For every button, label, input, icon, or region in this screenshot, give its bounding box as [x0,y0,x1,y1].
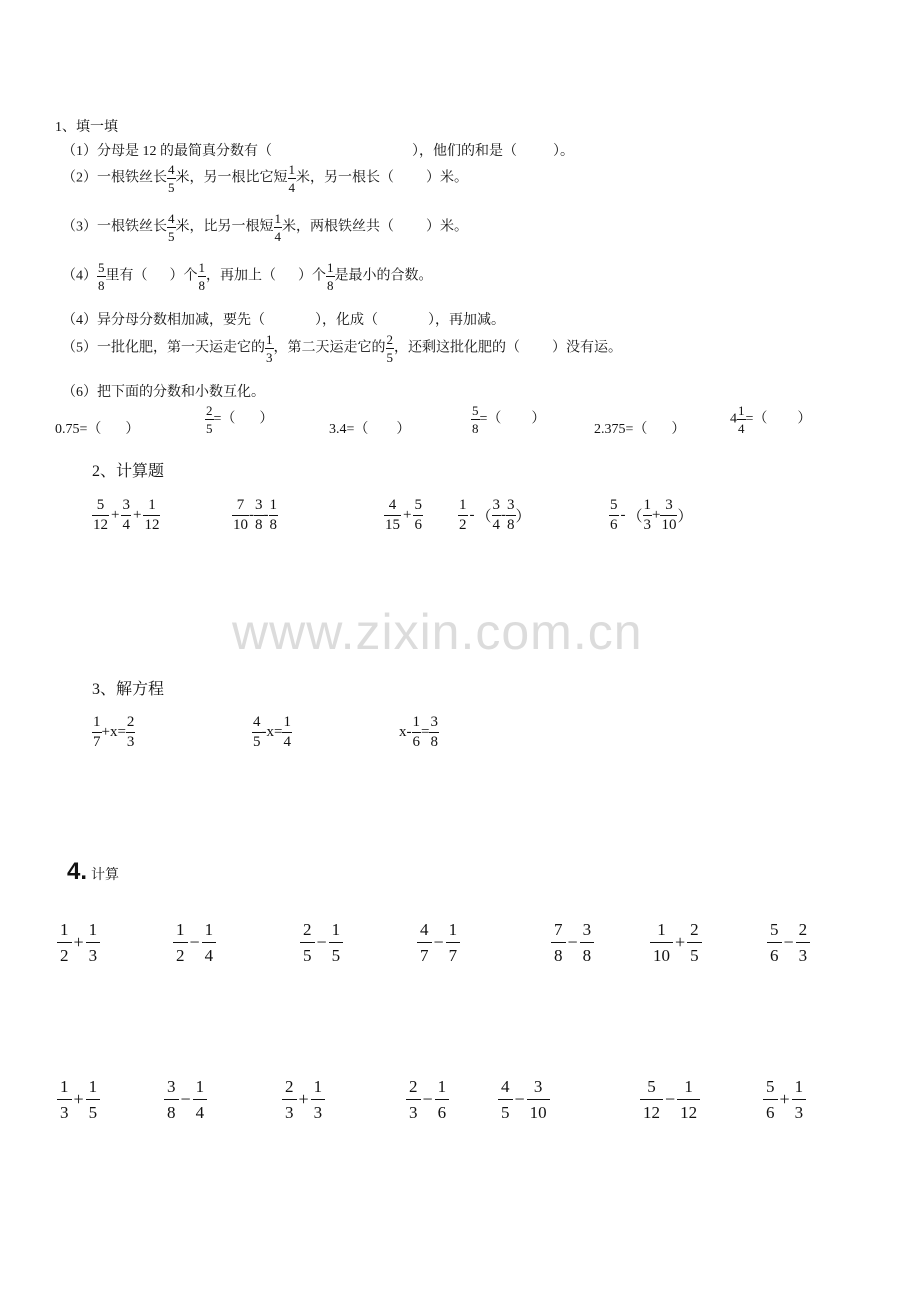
numerator: 2 [798,920,808,939]
fraction [386,333,395,364]
numerator: 2 [409,1077,418,1096]
denominator: 2 [173,942,188,964]
denominator: 8 [580,942,595,964]
denominator: 8 [327,278,334,293]
numerator: 1 [176,920,185,939]
operator: + [111,507,120,523]
row2-expression-2 [164,1078,207,1121]
denominator: 10 [233,517,248,533]
denominator: 3 [282,1099,297,1121]
row1-expression-3 [300,921,343,964]
numerator: 1 [738,403,745,418]
conv-item-2 [205,404,273,435]
fraction [737,404,746,435]
fraction [406,1078,421,1121]
numerator: 1 [60,1077,69,1096]
row1-expression-2 [173,921,216,964]
operator: + [675,932,686,952]
left-paren: （ [627,509,643,525]
question-4b [62,309,505,329]
equation-1 [92,715,135,750]
denominator: 4 [202,942,217,964]
operator: - [469,507,475,523]
q5-text-c: ，还剩这批化肥的（ [394,340,520,356]
numerator: 1 [643,497,652,513]
fraction [326,261,335,292]
numerator: 1 [657,920,666,939]
fraction [57,1078,72,1121]
calc-expression-1 [92,498,160,533]
fraction [609,498,619,533]
numerator: 3 [255,497,263,513]
fraction [300,921,315,964]
numerator: 5 [766,1077,775,1096]
operator: + [403,507,412,523]
numerator: 1 [794,1077,804,1096]
calc-expression-3 [384,498,423,533]
numerator: 4 [168,211,175,226]
fraction [274,212,283,243]
numerator: 1 [288,162,295,177]
numerator: 1 [313,1077,323,1096]
row1-expression-6 [650,921,702,964]
fraction [232,498,249,533]
fraction [413,498,423,533]
denominator: 5 [498,1099,513,1121]
row2-expression-3 [282,1078,325,1121]
numerator: 2 [285,1077,294,1096]
denominator: 5 [206,421,213,436]
denominator: 8 [551,942,566,964]
q5-text-a: （5）一批化肥，第一天运走它的 [62,340,265,356]
numerator: 1 [684,1077,693,1096]
denominator: 2 [57,942,72,964]
conv-close: ） [797,411,812,427]
conv-item-3 [329,418,410,438]
q5-text-d: ）没有运。 [552,340,622,356]
conv-close: ） [531,411,546,427]
question-3 [62,212,468,243]
numerator: 1 [60,920,69,939]
denominator: 6 [435,1099,450,1121]
fraction [202,921,217,964]
operator: − [433,932,444,952]
fraction [164,1078,179,1121]
fraction [329,921,344,964]
numerator: 1 [412,714,420,730]
equation-middle: = [421,724,430,740]
fraction [265,333,274,364]
denominator: 6 [414,517,422,533]
q3-text-a: （3）一根铁丝长 [62,219,167,235]
question-1 [62,140,574,160]
fraction [121,498,131,533]
watermark: www.zixin.com.cn [232,604,643,660]
section4-number: 4. [67,858,88,885]
numerator: 3 [122,497,130,513]
numerator: 4 [253,714,261,730]
denominator: 2 [459,517,467,533]
numerator: 1 [195,1077,205,1096]
fraction [126,715,136,750]
row1-expression-4 [417,921,460,964]
denominator: 12 [144,517,160,533]
fraction [527,1078,550,1121]
equation-prefix: x- [399,724,412,740]
numerator: 2 [690,920,699,939]
q4-text-d: ，再加上（ [206,268,276,284]
denominator: 4 [492,517,501,533]
row1-expression-5 [551,921,594,964]
fraction [97,261,106,292]
fraction [660,498,677,533]
numerator: 3 [533,1077,543,1096]
denominator: 8 [472,421,479,436]
operator: − [422,1089,433,1109]
q4b-text-a: （4）异分母分数相加减，要先（ [62,313,265,328]
numerator: 5 [472,403,479,418]
numerator: 1 [274,211,281,226]
operator: − [514,1089,525,1109]
denominator: 3 [311,1099,326,1121]
numerator: 3 [665,497,673,513]
q3-text-b: 米，比另一根短 [175,219,274,235]
q1-text-a: （1）分母是 12 的最简真分数有（ [62,144,272,159]
denominator: 3 [796,942,811,964]
q3-text-d: ）米。 [426,219,468,235]
denominator: 10 [661,517,677,533]
fraction [288,163,297,194]
q4-text-e: ）个 [298,268,326,284]
operator: - [501,507,507,523]
conv-close: ） [125,422,140,437]
section4-heading [67,858,119,886]
denominator: 6 [763,1099,778,1121]
conv-close: ） [259,411,274,427]
numerator: 5 [770,920,779,939]
numerator: 1 [448,920,458,939]
denominator: 4 [193,1099,208,1121]
fraction [252,715,262,750]
denominator: 7 [417,942,432,964]
section1-title: 1、填一填 [55,120,118,135]
q4b-text-c: ），再加减。 [428,313,505,328]
section3-title: 3、解方程 [92,681,165,698]
denominator: 8 [430,734,438,750]
fraction [506,498,516,533]
denominator: 6 [610,517,618,533]
numerator: 3 [430,714,438,730]
denominator: 3 [266,350,273,365]
numerator: 4 [501,1077,510,1096]
question-4 [62,261,433,292]
conv-eq: =（ [745,411,768,427]
fraction [254,498,264,533]
numerator: 1 [204,920,214,939]
conv-text: 2.375=（ [594,422,648,437]
numerator: 1 [148,497,156,513]
denominator: 7 [446,942,461,964]
numerator: 2 [126,714,135,730]
left-paren: （ [476,509,492,525]
fraction [282,1078,297,1121]
conv-close: ） [396,422,411,437]
denominator: 4 [274,229,281,244]
q4-text-f: 是最小的合数。 [334,268,433,284]
q2-text-c: 米，另一根长（ [296,170,394,186]
numerator: 1 [266,332,273,347]
denominator: 8 [164,1099,179,1121]
calc-expression-4 [458,498,531,533]
denominator: 5 [329,942,344,964]
q4b-text-b: ），化成（ [315,313,378,328]
fraction [643,498,653,533]
calc-expression-5 [609,498,693,533]
fraction [687,921,702,964]
fraction [86,921,101,964]
numerator: 3 [492,497,501,513]
row2-expression-4 [406,1078,449,1121]
conv-eq: =（ [479,411,502,427]
operator: - [249,507,254,523]
fraction [767,921,782,964]
denominator: 3 [57,1099,72,1121]
fraction [498,1078,513,1121]
fraction [143,498,160,533]
fraction [763,1078,778,1121]
q5-text-b: ，第二天运走它的 [273,340,386,356]
conv-item-4 [471,404,545,435]
question-6: （6）把下面的分数和小数互化。 [62,385,265,400]
conv-item-1 [55,418,139,438]
numerator: 5 [98,260,105,275]
operator: + [298,1089,309,1109]
q2-text-d: ）米。 [426,170,468,186]
equation-3 [399,715,439,750]
numerator: 2 [386,332,393,347]
numerator: 1 [269,497,277,513]
denominator: 15 [385,517,400,533]
fraction [167,163,176,194]
whole-number: 4 [730,411,737,427]
operator: + [73,1089,84,1109]
fraction [92,498,109,533]
q1-text-b: ），他们的和是（ [412,144,517,159]
denominator: 10 [650,942,673,964]
operator: − [783,932,794,952]
denominator: 8 [98,278,105,293]
question-2 [62,163,468,194]
fraction [650,921,673,964]
operator: − [180,1089,191,1109]
denominator: 8 [269,517,277,533]
numerator: 5 [610,497,618,513]
denominator: 6 [767,942,782,964]
denominator: 8 [507,517,515,533]
operator: + [652,507,661,523]
fraction [282,715,292,750]
numerator: 3 [507,497,515,513]
conv-item-5 [594,418,685,438]
q3-text-c: 米，两根铁丝共（ [282,219,394,235]
fraction [417,921,432,964]
operator: - [620,507,626,523]
right-paren: ） [677,509,693,525]
row1-expression-7 [767,921,810,964]
operator: + [132,507,142,523]
numerator: 4 [420,920,429,939]
numerator: 1 [88,1077,98,1096]
operator: − [665,1089,676,1109]
operator: - [263,507,269,523]
denominator: 10 [527,1099,550,1121]
denominator: 3 [406,1099,421,1121]
q4-text-a: （4） [62,268,97,284]
denominator: 5 [253,734,261,750]
equation-middle: +x= [101,724,126,740]
row1-expression-1 [57,921,100,964]
q4-text-b: 里有（ [105,268,148,284]
numerator: 1 [88,920,98,939]
conv-eq: =（ [213,411,236,427]
numerator: 4 [388,497,397,513]
denominator: 12 [640,1099,663,1121]
fraction [435,1078,450,1121]
operator: − [316,932,327,952]
q2-text-b: 米，另一根比它短 [175,170,288,186]
denominator: 4 [288,180,295,195]
numerator: 5 [647,1077,656,1096]
section2-title: 2、计算题 [92,463,165,480]
denominator: 4 [122,517,130,533]
row2-expression-1 [57,1078,100,1121]
denominator: 5 [86,1099,101,1121]
operator: + [779,1089,790,1109]
operator: − [189,932,200,952]
denominator: 5 [168,180,175,195]
conv-item-6 [730,404,811,435]
denominator: 3 [643,517,652,533]
denominator: 4 [738,421,745,436]
numerator: 1 [459,497,467,513]
operator: − [567,932,578,952]
denominator: 8 [198,278,205,293]
fraction [412,715,422,750]
fraction [492,498,502,533]
fraction [311,1078,326,1121]
equation-middle: -x= [261,724,283,740]
question-5 [62,333,622,364]
fraction [86,1078,101,1121]
denominator: 5 [386,350,393,365]
fraction [384,498,401,533]
denominator: 5 [687,942,702,964]
fraction [792,1078,807,1121]
fraction [580,921,595,964]
denominator: 8 [255,517,263,533]
fraction [57,921,72,964]
right-paren: ） [515,509,531,525]
numerator: 1 [437,1077,447,1096]
q4-text-c: ）个 [169,268,198,284]
equation-2 [252,715,292,750]
numerator: 3 [167,1077,176,1096]
q2-text-a: （2）一根铁丝长 [62,170,167,186]
conv-close: ） [671,422,686,437]
numerator: 5 [96,497,105,513]
fraction [458,498,468,533]
numerator: 3 [582,920,592,939]
denominator: 12 [677,1099,700,1121]
denominator: 6 [412,734,420,750]
denominator: 3 [792,1099,807,1121]
numerator: 1 [93,714,101,730]
fraction [92,715,102,750]
numerator: 2 [303,920,312,939]
operator: + [73,932,84,952]
denominator: 4 [283,734,291,750]
row2-expression-6 [640,1078,700,1121]
conv-text: 3.4=（ [329,422,369,437]
fraction [167,212,176,243]
q1-text-c: ）。 [553,144,574,159]
row2-expression-7 [763,1078,806,1121]
fraction [173,921,188,964]
denominator: 12 [93,517,108,533]
fraction [551,921,566,964]
numerator: 2 [206,403,213,418]
fraction [677,1078,700,1121]
numerator: 4 [168,162,175,177]
fraction [796,921,811,964]
fraction [446,921,461,964]
row2-expression-5 [498,1078,550,1121]
fraction [471,404,480,435]
numerator: 1 [198,260,205,275]
fraction [193,1078,208,1121]
fraction [269,498,279,533]
numerator: 7 [554,920,563,939]
denominator: 5 [168,229,175,244]
fraction [429,715,439,750]
denominator: 3 [86,942,101,964]
fraction [198,261,207,292]
section4-title: 计算 [91,868,120,883]
denominator: 7 [93,734,101,750]
calc-expression-2 [232,498,278,533]
conv-text: 0.75=（ [55,422,102,437]
numerator: 1 [327,260,334,275]
fraction [205,404,214,435]
numerator: 7 [236,497,245,513]
denominator: 3 [126,734,135,750]
denominator: 5 [300,942,315,964]
numerator: 1 [283,714,291,730]
numerator: 1 [331,920,341,939]
numerator: 5 [414,497,422,513]
fraction [640,1078,663,1121]
